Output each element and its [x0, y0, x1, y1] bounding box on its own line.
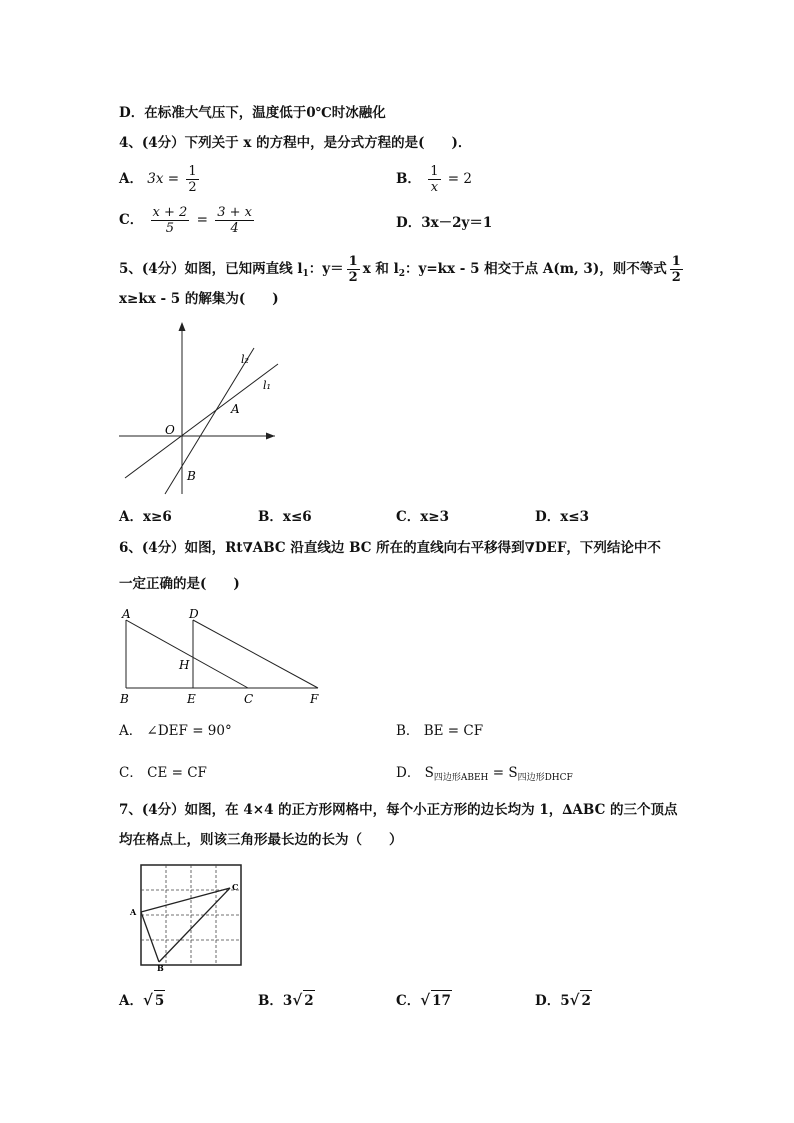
grid-lines: [141, 865, 241, 965]
segment-ac: [126, 620, 248, 688]
option-letter: D．: [396, 215, 422, 231]
sqrt-icon: √: [142, 991, 153, 1009]
q5-option-a: A．x≥6: [119, 509, 172, 525]
subscript: 2: [398, 269, 406, 279]
denominator: 2: [348, 270, 358, 285]
q5-option-c: C．x≥3: [396, 509, 449, 525]
fraction: [215, 205, 254, 236]
fraction: [670, 254, 683, 285]
q7-option-d: [535, 990, 592, 1011]
numerator: x + 2: [152, 205, 188, 220]
q6-figure: [113, 604, 328, 708]
q7-option-c: [396, 990, 452, 1011]
radicand: 2: [580, 990, 591, 1011]
q5-option-b: B．x≤6: [258, 509, 312, 525]
option-lhs: 3x =: [147, 171, 180, 187]
side-ab: [141, 912, 159, 962]
equals: =: [196, 212, 208, 228]
label-c: C: [232, 882, 239, 892]
option-letter: B．: [396, 171, 421, 187]
stem-text: 5、(4分）如图，已知两直线 l: [119, 261, 303, 277]
label-b: B: [120, 692, 129, 706]
option-rhs: = 2: [447, 171, 472, 187]
radicand: 2: [303, 990, 314, 1011]
q6-option-d: [396, 763, 573, 788]
q7-option-b: [258, 990, 315, 1011]
label-a: A: [122, 607, 131, 621]
fraction: [186, 164, 198, 195]
side-bc: [159, 888, 230, 962]
option-text: 在标准大气压下，温度低于0℃时冰融化: [144, 105, 386, 121]
q4-option-d: [396, 213, 492, 233]
label-d: D: [189, 607, 199, 621]
sqrt-icon: √: [420, 991, 431, 1009]
q7-stem-line2: 均在格点上，则该三角形最长边的长为（ ）: [119, 832, 403, 848]
stem-text: ：y=kx - 5 相交于点 A(m, 3)，则不等式: [405, 261, 667, 277]
numerator: 3 + x: [217, 205, 252, 220]
denominator: 4: [230, 221, 239, 236]
fraction: [428, 164, 440, 195]
q6-option-a: A． ∠DEF = 90°: [119, 723, 232, 739]
sqrt-icon: √: [292, 991, 303, 1009]
q5-stem: [119, 252, 686, 291]
denominator: 2: [188, 180, 197, 195]
radicand: 5: [154, 990, 165, 1011]
denominator: 2: [671, 270, 681, 285]
q6-option-b: B． BE = CF: [396, 723, 484, 739]
coefficient: 5: [560, 993, 570, 1009]
label-l2: l₂: [241, 353, 249, 366]
option-letter: A．: [119, 993, 143, 1009]
line-l2: [165, 348, 254, 494]
q7-grid-figure: [127, 860, 252, 972]
subscript: 四边形DHCF: [517, 773, 573, 783]
option-letter: D．: [396, 765, 425, 781]
q6-stem-line1: 6、(4分）如图，Rt∇ABC 沿直线边 BC 所在的直线向右平移得到∇DEF，下列结论中不: [119, 540, 661, 556]
numerator: 1: [430, 164, 439, 179]
q4-stem: 4、(4分）下列关于 x 的方程中，是分式方程的是( )．: [119, 135, 472, 151]
y-axis-arrow: [179, 322, 186, 331]
q4-option-a: [119, 164, 202, 195]
stem-text: x 和 l: [362, 261, 399, 277]
q7-option-a: [119, 990, 165, 1011]
sqrt-icon: √: [569, 991, 580, 1009]
x-axis-arrow: [266, 433, 275, 440]
option-letter: A．: [119, 171, 143, 187]
q5-stem-line2: x≥kx - 5 的解集为( ): [119, 291, 279, 307]
numerator: 1: [188, 164, 197, 179]
subscript: 四边形ABEH: [433, 773, 489, 783]
q6-stem-line2: 一定正确的是( ): [119, 576, 240, 592]
option-letter: C．: [119, 212, 144, 228]
q7-stem-line1: 7、(4分）如图，在 4×4 的正方形网格中，每个小正方形的边长均为 1，∆ABC 的三个顶点: [119, 802, 678, 818]
q4-option-b: [396, 164, 472, 195]
q5-graph: [115, 318, 285, 500]
option-letter: D．: [535, 993, 561, 1009]
radicand: 17: [431, 990, 452, 1011]
label-e: E: [187, 692, 196, 706]
fraction: [151, 205, 190, 236]
q6-option-c: C． CE = CF: [119, 765, 207, 781]
stem-text: ：y＝: [308, 261, 344, 277]
segment-df: [193, 620, 318, 688]
label-o: O: [165, 423, 175, 437]
option-letter: C．: [396, 993, 421, 1009]
label-c: C: [244, 692, 254, 706]
label-a: A: [130, 907, 137, 917]
option-letter: B．: [258, 993, 283, 1009]
option-letter: D．: [119, 105, 145, 121]
option-text: 3x－2y＝1: [421, 215, 493, 231]
line-l1: [125, 364, 278, 478]
equals-area: = S: [488, 765, 518, 781]
q5-option-d: D．x≤3: [535, 509, 589, 525]
denominator: x: [430, 180, 439, 195]
label-f: F: [310, 692, 319, 706]
denominator: 5: [165, 221, 175, 236]
numerator: 1: [348, 254, 358, 269]
label-h: H: [179, 658, 190, 672]
label-b: B: [187, 469, 196, 483]
label-a: A: [231, 402, 240, 416]
fraction: [347, 254, 360, 285]
subscript: 1: [302, 269, 309, 279]
q4-option-c: [119, 205, 257, 236]
label-l1: l₁: [263, 379, 271, 392]
coefficient: 3: [282, 993, 293, 1009]
side-ac: [141, 888, 230, 912]
numerator: 1: [671, 254, 681, 269]
area-symbol: S: [424, 765, 434, 781]
label-b: B: [157, 963, 164, 972]
q3-option-d: [119, 103, 386, 123]
